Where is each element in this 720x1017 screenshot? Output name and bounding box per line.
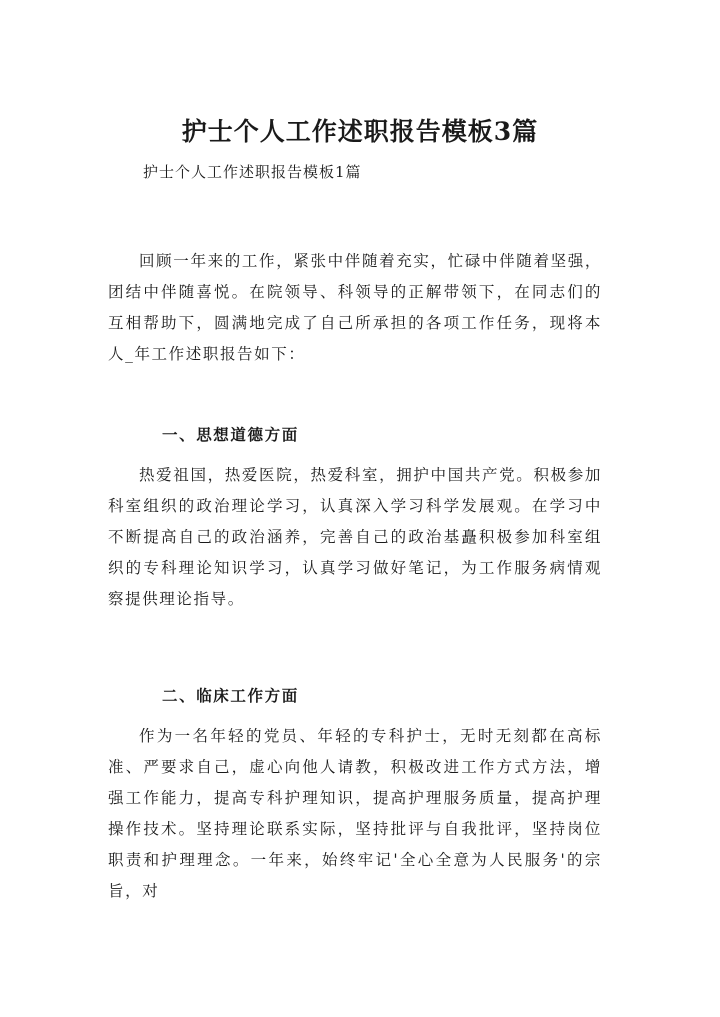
document-subtitle: 护士个人工作述职报告模板1篇 (143, 163, 362, 181)
paragraph-intro: 回顾一年来的工作，紧张中伴随着充实，忙碌中伴随着坚强，团结中伴随喜悦。在院领导、科领导的正解带领下，在同志们的互相帮助下，圆满地完成了自己所承担的各项工作任务，现将本人_年工作述职报告如下： (108, 252, 602, 363)
paragraph-clinical: 作为一名年轻的党员、年轻的专科护士，无时无刻都在高标准、严要求自己，虚心向他人请教，积极改进工作方式方法，增强工作能力，提高专科护理知识，提高护理服务质量，提高护理操作技术。坚持理论联系实际，坚持批评与自我批评，坚持岗位职责和护理理念。一年来，始终牢记'全心全意为人民服务'的宗旨，对 (108, 727, 602, 900)
section-heading-clinical: 二、临床工作方面 (162, 686, 299, 705)
paragraph-ideology: 热爱祖国，热爱医院，热爱科室，拥护中国共产党。积极参加科室组织的政治理论学习，认真深入学习科学发展观。在学习中不断提高自己的政治涵养，完善自己的政治基矗积极参加科室组织的专科理论知识学习，认真学习做好笔记，为工作服务病情观察提供理论指导。 (108, 466, 602, 608)
document-title: 护士个人工作述职报告模板3篇 (181, 117, 539, 146)
section-heading-ideology: 一、思想道德方面 (162, 425, 299, 444)
